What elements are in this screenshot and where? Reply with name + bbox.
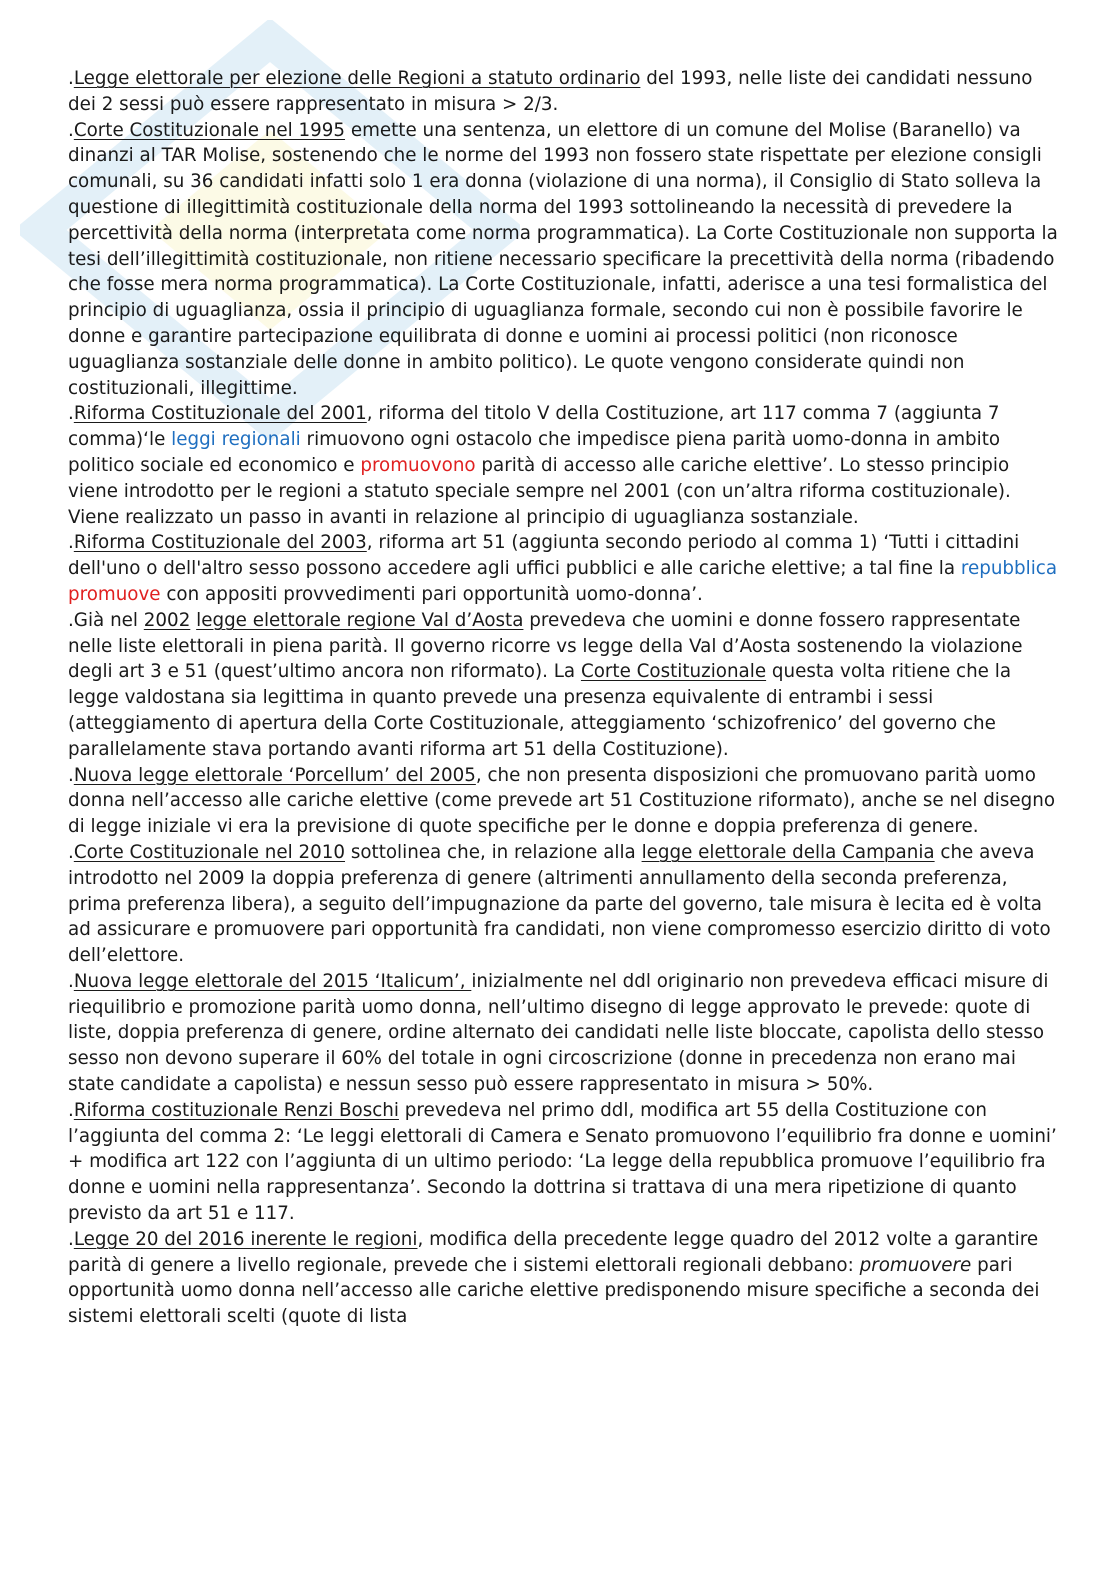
paragraph — [68, 505, 1058, 531]
text-segment: legge elettorale regione Val d’Aosta — [196, 609, 524, 631]
text-segment: . — [68, 1099, 74, 1121]
text-segment: sottolinea che, in relazione alla — [345, 841, 642, 863]
text-segment: Corte Costituzionale — [580, 661, 767, 683]
text-segment: . — [68, 68, 74, 89]
text-segment: pari opportunità uomo donna nell’accesso alle cariche elettive predisponendo misure specifiche a seconda dei sistemi elettorali scelti (quote di lista — [68, 1254, 1040, 1328]
text-segment: prevedeva nel primo ddl, modifica art 55 della Costituzione con l’aggiunta del comma 2: ‘Le leggi elettorali di Camera e Senato promuovono l’equilibrio fra donne e uomini’ + modifica art 122 con l’aggiunta di un ultimo periodo: ‘La legge della repubblica promuove l’equilibrio fra donne e uomini nella rappresentanza’. Secondo la dottrina si trattava di una mera ripetizione di quanto previsto da art 51 e 117. — [68, 1099, 1057, 1225]
paragraph — [68, 763, 1058, 840]
text-segment: leggi regionali — [171, 429, 301, 451]
text-segment: Corte Costituzionale nel 2010 — [73, 841, 346, 863]
text-segment: 2002 — [143, 609, 191, 631]
text-segment: Nuova legge elettorale ‘Porcellum’ del 2005 — [73, 764, 476, 786]
text-segment: Legge elettorale per elezione delle Regioni a statuto ordinario — [73, 68, 641, 89]
text-segment: . — [68, 1228, 74, 1250]
paragraph — [68, 1227, 1058, 1330]
text-segment: inizialmente nel ddl originario non prevedeva efficaci misure di riequilibrio e promozione parità uomo donna, nell’ultimo disegno di legge approvato le prevede: quote di liste, doppia preferenza di genere, ordine alternato dei candidati nelle liste bloccate, capolista dello stesso sesso non devono superare il 60% del totale in ogni circoscrizione (donne in precedenza non erano mai state candidate a capolista) e nessun sesso può essere rappresentato in misura > 50%. — [68, 970, 1049, 1096]
paragraph — [68, 608, 1058, 763]
text-segment: Nuova legge elettorale del 2015 ‘Italicum’, — [73, 970, 472, 992]
text-segment: . — [68, 532, 74, 554]
text-segment: Riforma Costituzionale del 2001 — [73, 403, 367, 425]
paragraph — [68, 66, 1058, 118]
text-segment: . — [68, 764, 74, 786]
text-segment: rimuovono ogni ostacolo che impedisce piena parità uomo-donna in ambito politico sociale ed economico e — [68, 429, 1001, 476]
text-segment: con appositi provvedimenti pari opportunità uomo-donna’. — [160, 583, 703, 605]
text-segment: questa volta ritiene che la legge valdostana sia legittima in quanto prevede una presenza equivalente di entrambi i sessi (atteggiamento di apertura della Corte Costituzionale, atteggiamento ‘schizofrenico’ del governo che parallelamente stava portando avanti riforma art 51 della Costituzione). — [68, 661, 1012, 760]
text-segment: promuovere — [859, 1254, 972, 1276]
text-segment: promuovono — [360, 454, 476, 476]
text-segment: , riforma del titolo V della Costituzione, art 117 comma 7 (aggiunta 7 comma)‘le — [68, 403, 1000, 451]
text-segment: prevedeva che uomini e donne fossero rappresentate nelle liste elettorali in piena parità. Il governo ricorre vs legge della Val d’Aosta sostenendo la violazione degli art 3 e 51 (quest’ultimo ancora non riformato). La — [68, 609, 1023, 683]
text-segment: promuove — [68, 583, 161, 605]
text-segment: Riforma costituzionale Renzi Boschi — [73, 1099, 399, 1121]
text-segment: repubblica — [960, 558, 1058, 580]
text-segment: Corte Costituzionale nel 1995 — [73, 119, 346, 141]
text-segment: , riforma art 51 (aggiunta secondo periodo al comma 1) ‘Tutti i cittadini dell'uno o dell'altro sesso possono accedere agli uffici pubblici e alle cariche elettive; a tal fine la — [68, 532, 1020, 580]
text-segment: Riforma Costituzionale del 2003 — [73, 532, 367, 554]
text-segment: . — [68, 841, 74, 863]
paragraph — [68, 969, 1058, 1098]
text-segment: . — [68, 119, 74, 141]
text-segment: , modifica della precedente legge quadro del 2012 volte a garantire parità di genere a livello regionale, prevede che i sistemi elettorali regionali debbano: — [68, 1228, 1039, 1276]
paragraph — [68, 530, 1058, 607]
paragraph — [68, 1098, 1058, 1227]
text-segment: . — [68, 970, 74, 992]
document-page — [68, 66, 1058, 1330]
text-segment: legge elettorale della Campania — [641, 841, 935, 863]
text-segment: Viene realizzato un passo in avanti in relazione al principio di uguaglianza sostanziale. — [68, 506, 859, 528]
paragraph — [68, 401, 1058, 504]
text-segment: Legge 20 del 2016 inerente le regioni — [73, 1228, 418, 1250]
text-segment: emette una sentenza, un elettore di un comune del Molise (Baranello) va dinanzi al TAR Molise, sostenendo che le norme del 1993 non fossero state rispettate per elezione consigli comunali, su 36 candidati infatti solo 1 era donna (violazione di una norma), il Consiglio di Stato solleva la questione di illegittimità costituzionale della norma del 1993 sottolineando la necessità di prevedere la percettività della norma (interpretata come norma programmatica). La Corte Costituzionale non supporta la tesi dell’illegittimità costituzionale, non ritiene necessario specificare la precettività della norma (ribadendo che fosse mera norma programmatica). La Corte Costituzionale, infatti, aderisce a una tesi formalistica del principio di uguaglianza, ossia il principio di uguaglianza formale, secondo cui non è possibile favorire le donne e garantire partecipazione equilibrata di donne e uomini ai processi politici (non riconosce uguaglianza sostanziale delle donne in ambito politico). Le quote vengono considerate quindi non costituzionali, illegittime. — [68, 119, 1058, 399]
text-segment: . — [68, 403, 74, 425]
paragraph — [68, 840, 1058, 969]
text-segment: , che non presenta disposizioni che promuovano parità uomo donna nell’accesso alle cariche elettive (come prevede art 51 Costituzione riformato), anche se nel disegno di legge iniziale vi era la previsione di quote specifiche per le donne e doppia preferenza di genere. — [68, 764, 1056, 838]
paragraph — [68, 118, 1058, 402]
text-segment: parità di accesso alle cariche elettive’. Lo stesso principio viene introdotto per le regioni a statuto speciale sempre nel 2001 (con un’altra riforma costituzionale). — [68, 454, 1011, 502]
text-segment: del 1993, nelle liste dei candidati nessuno dei 2 sessi può essere rappresentato in misura > 2/3. — [68, 68, 1033, 115]
text-segment: che aveva introdotto nel 2009 la doppia preferenza di genere (altrimenti annullamento della seconda preferenza, prima preferenza libera), a seguito dell’impugnazione da parte del governo, tale misura è lecita ed è volta ad assicurare e promuovere pari opportunità fra candidati, non viene compromesso esercizio diritto di voto dell’elettore. — [68, 841, 1051, 967]
text-segment: .Già nel — [68, 609, 144, 631]
